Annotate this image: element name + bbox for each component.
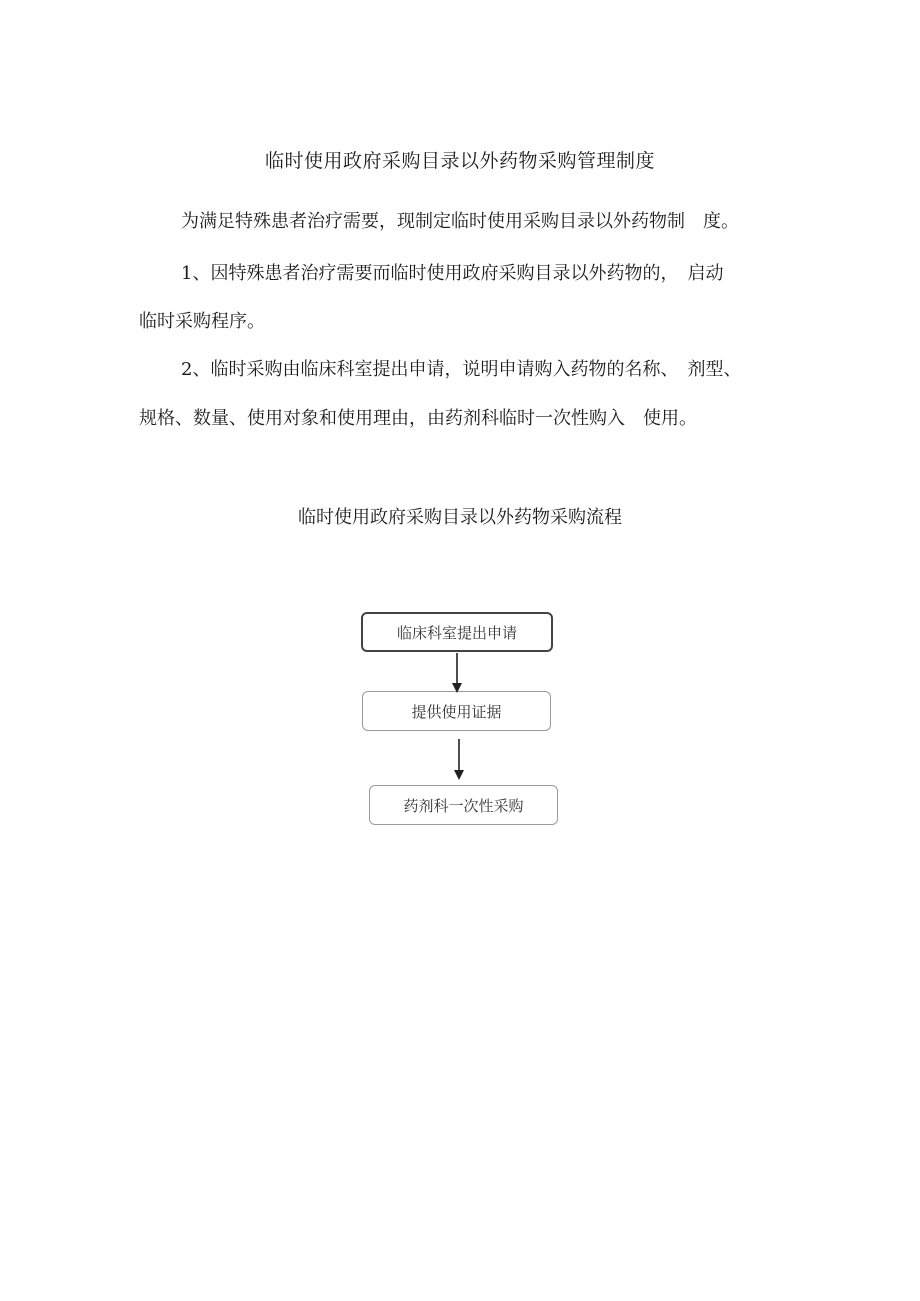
intro-paragraph: 为满足特殊患者治疗需要，现制定临时使用采购目录以外药物制 度。 (181, 211, 739, 232)
flow-step-label: 临床科室提出申请 (396, 623, 517, 642)
flow-step-apply (361, 612, 553, 652)
document-title: 临时使用政府采购目录以外药物采购管理制度 (264, 150, 655, 172)
item-2-line-1: 2、临时采购由临床科室提出申请，说明申请购入药物的名称、 剂型、 (181, 359, 742, 380)
flowchart-title: 临时使用政府采购目录以外药物采购流程 (298, 507, 622, 528)
flow-step-label: 提供使用证据 (411, 702, 502, 721)
item-1-line-2: 临时采购程序。 (139, 311, 265, 332)
item-2-line-2: 规格、数量、使用对象和使用理由，由药剂科临时一次性购入 使用。 (139, 408, 697, 429)
item-1-line-1: 1、因特殊患者治疗需要而临时使用政府采购目录以外药物的， 启动 (181, 263, 724, 284)
flow-step-label: 药剂科一次性采购 (403, 796, 524, 815)
flow-step-purchase (369, 785, 558, 825)
flow-step-evidence (362, 691, 551, 731)
